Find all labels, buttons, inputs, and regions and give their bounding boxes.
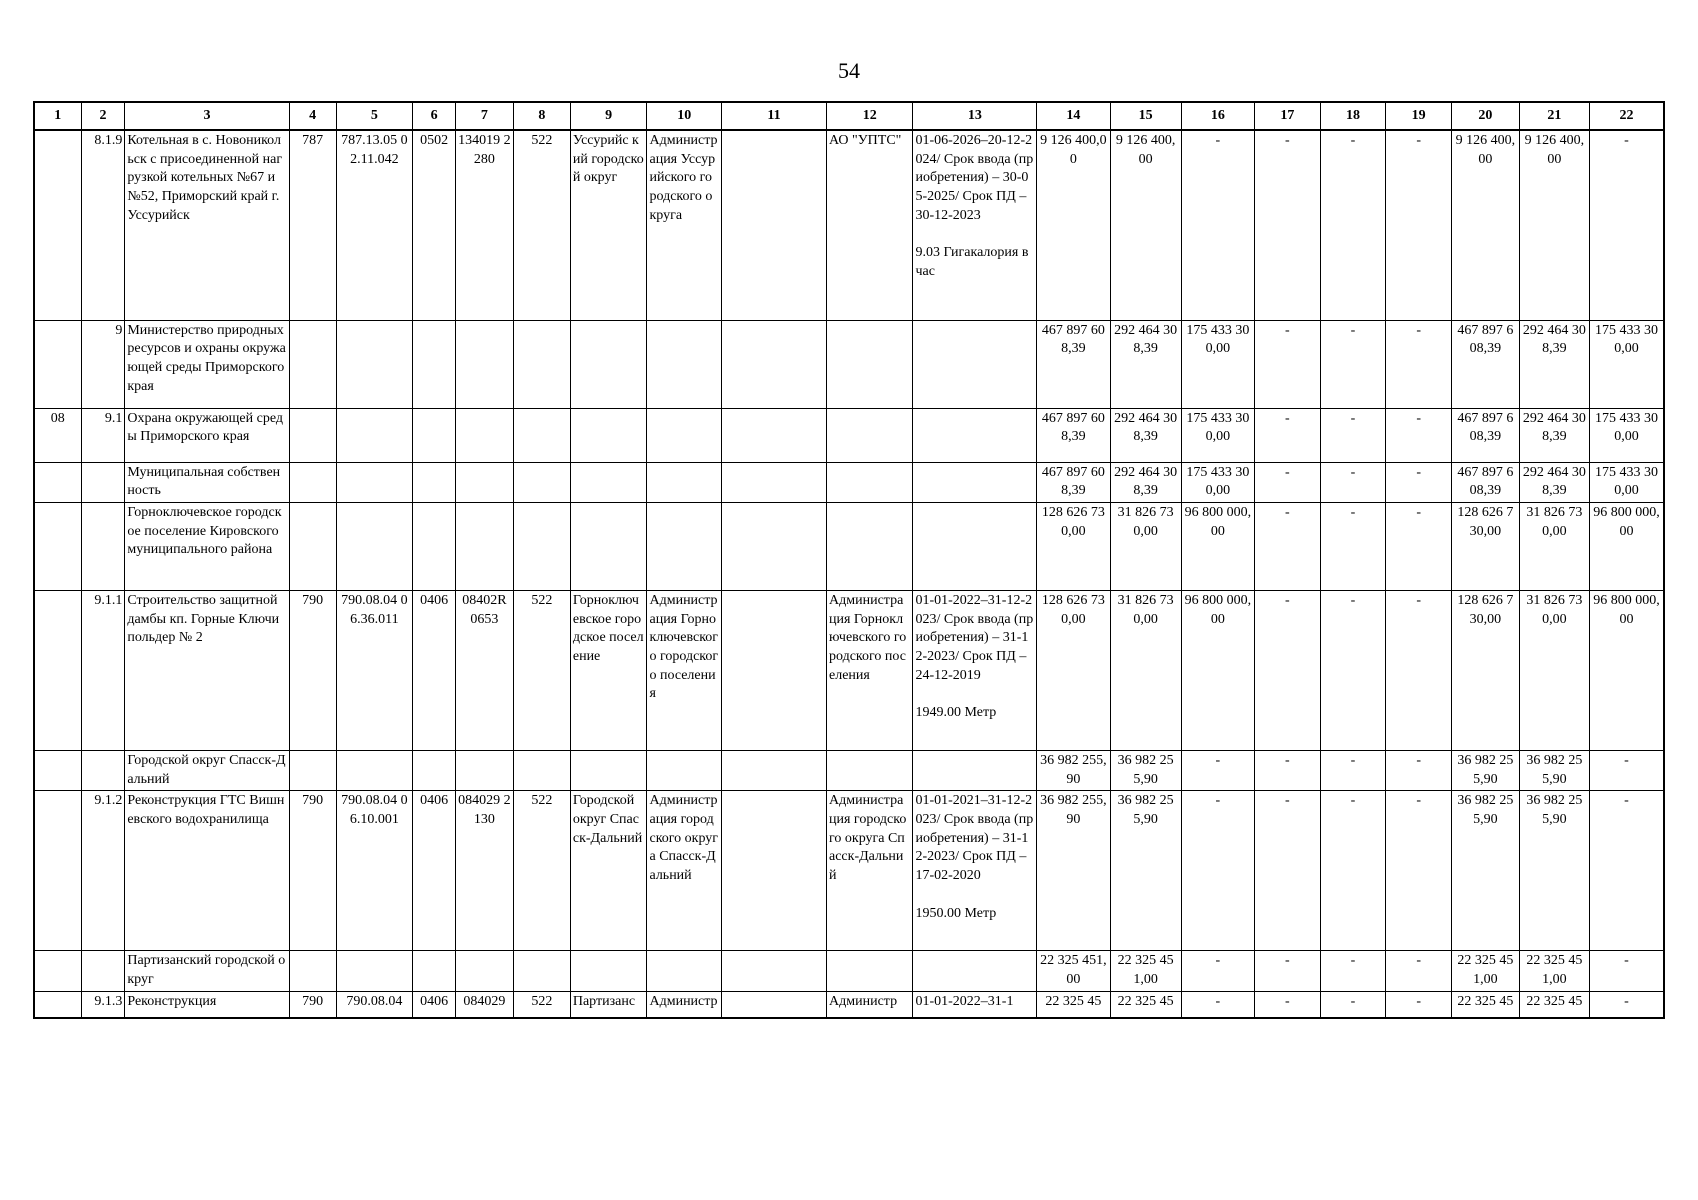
- table-cell: 134019 2280: [455, 130, 513, 320]
- table-cell: Партизанс: [570, 991, 647, 1018]
- table-cell: -: [1320, 502, 1386, 590]
- column-header: 19: [1386, 102, 1452, 130]
- table-cell: 31 826 730,00: [1519, 502, 1589, 590]
- table-cell: 292 464 308,39: [1519, 462, 1589, 502]
- table-cell: -: [1386, 462, 1452, 502]
- table-cell: 292 464 308,39: [1110, 462, 1181, 502]
- table-cell: -: [1254, 502, 1320, 590]
- column-header: 9: [570, 102, 647, 130]
- table-cell: [336, 408, 413, 462]
- table-row: [34, 408, 1664, 462]
- table-cell: -: [1320, 130, 1386, 320]
- table-cell: 9 126 400,00: [1110, 130, 1181, 320]
- column-header: 6: [413, 102, 456, 130]
- table-cell: 36 982 255,90: [1037, 791, 1110, 951]
- table-cell: [647, 408, 721, 462]
- table-cell: 175 433 300,00: [1181, 320, 1254, 408]
- table-cell: 96 800 000,00: [1181, 590, 1254, 750]
- table-cell: Администр: [827, 991, 913, 1018]
- table-cell: Администрация Горноключевского городского поселения: [647, 590, 721, 750]
- table-cell: [647, 462, 721, 502]
- table-cell: -: [1320, 951, 1386, 991]
- table-cell: 22 325 451,00: [1452, 951, 1520, 991]
- table-cell: [81, 462, 125, 502]
- table-cell: [913, 320, 1037, 408]
- table-cell: -: [1386, 590, 1452, 750]
- table-cell: 36 982 255,90: [1110, 791, 1181, 951]
- table-cell: [513, 750, 570, 790]
- table-cell: 9 126 400,00: [1519, 130, 1589, 320]
- table-cell: [34, 991, 81, 1018]
- table-cell: 22 325 451,00: [1110, 951, 1181, 991]
- column-header: 20: [1452, 102, 1520, 130]
- table-cell: -: [1386, 750, 1452, 790]
- table-cell: 36 982 255,90: [1037, 750, 1110, 790]
- table-cell: [413, 750, 456, 790]
- table-row: [34, 750, 1664, 790]
- table-cell: Городской округ Спасск-Дальний: [570, 791, 647, 951]
- table-cell: Горноключевское городское поселение: [570, 590, 647, 750]
- table-row: [34, 991, 1664, 1018]
- table-cell: 128 626 730,00: [1037, 502, 1110, 590]
- table-cell: 0406: [413, 791, 456, 951]
- table-cell: 9.1.3: [81, 991, 125, 1018]
- table-cell: 084029: [455, 991, 513, 1018]
- table-row: [34, 462, 1664, 502]
- table-cell: [913, 502, 1037, 590]
- table-cell: 467 897 608,39: [1037, 408, 1110, 462]
- column-header: 7: [455, 102, 513, 130]
- table-cell: 790: [289, 590, 336, 750]
- column-header: 3: [125, 102, 289, 130]
- table-cell: [34, 951, 81, 991]
- table-cell: Реконструкция: [125, 991, 289, 1018]
- table-cell: 22 325 45: [1110, 991, 1181, 1018]
- table-cell: -: [1254, 408, 1320, 462]
- table-cell: [827, 951, 913, 991]
- table-cell: [34, 320, 81, 408]
- table-cell: 96 800 000,00: [1181, 502, 1254, 590]
- table-cell: [721, 130, 826, 320]
- table-cell: 01-01-2021–31-12-2023/ Срок ввода (приобретения) – 31-12-2023/ Срок ПД – 17-02-2020 1950.00 Метр: [913, 791, 1037, 951]
- table-cell: [336, 502, 413, 590]
- table-cell: [513, 951, 570, 991]
- table-cell: 0406: [413, 590, 456, 750]
- table-cell: 522: [513, 991, 570, 1018]
- column-header: 2: [81, 102, 125, 130]
- table-cell: -: [1320, 590, 1386, 750]
- table-cell: [336, 750, 413, 790]
- table-cell: 36 982 255,90: [1519, 750, 1589, 790]
- table-cell: [455, 320, 513, 408]
- column-header: 8: [513, 102, 570, 130]
- table-cell: 467 897 608,39: [1452, 462, 1520, 502]
- table-cell: [455, 750, 513, 790]
- table-cell: -: [1254, 991, 1320, 1018]
- column-header: 22: [1589, 102, 1664, 130]
- table-cell: [647, 951, 721, 991]
- table-cell: [289, 951, 336, 991]
- table-cell: [721, 502, 826, 590]
- table-cell: Котельная в с. Новоникольск с присоединенной нагрузкой котельных №67 и №52, Приморский край г.Уссурийск: [125, 130, 289, 320]
- table-cell: [413, 502, 456, 590]
- table-cell: 9.1.2: [81, 791, 125, 951]
- table-cell: -: [1589, 951, 1664, 991]
- page-number: 54: [838, 58, 860, 83]
- table-cell: 175 433 300,00: [1589, 462, 1664, 502]
- table-cell: 22 325 45: [1519, 991, 1589, 1018]
- table-cell: [81, 951, 125, 991]
- table-cell: [289, 320, 336, 408]
- table-cell: [336, 320, 413, 408]
- table-cell: 22 325 45: [1452, 991, 1520, 1018]
- table-cell: [721, 791, 826, 951]
- table-cell: 22 325 451,00: [1519, 951, 1589, 991]
- table-cell: 9 126 400,00: [1037, 130, 1110, 320]
- column-header: 16: [1181, 102, 1254, 130]
- table-cell: 36 982 255,90: [1519, 791, 1589, 951]
- budget-table: [33, 101, 1665, 1019]
- table-cell: [721, 991, 826, 1018]
- table-cell: -: [1181, 991, 1254, 1018]
- table-cell: 8.1.9: [81, 130, 125, 320]
- table-cell: [513, 462, 570, 502]
- table-cell: Городской округ Спасск-Дальний: [125, 750, 289, 790]
- table-cell: -: [1181, 791, 1254, 951]
- table-cell: [455, 951, 513, 991]
- table-cell: Администрация Уссурийского городского округа: [647, 130, 721, 320]
- table-cell: -: [1254, 320, 1320, 408]
- table-cell: -: [1589, 991, 1664, 1018]
- table-cell: [336, 951, 413, 991]
- table-cell: [413, 320, 456, 408]
- table-cell: [913, 750, 1037, 790]
- table-cell: -: [1181, 951, 1254, 991]
- table-cell: [513, 320, 570, 408]
- table-cell: [827, 502, 913, 590]
- table-cell: -: [1320, 408, 1386, 462]
- table-cell: -: [1320, 791, 1386, 951]
- table-cell: [721, 750, 826, 790]
- table-cell: -: [1254, 590, 1320, 750]
- table-cell: 22 325 45: [1037, 991, 1110, 1018]
- column-header: 11: [721, 102, 826, 130]
- table-row: [34, 791, 1664, 951]
- table-cell: [721, 320, 826, 408]
- table-cell: 22 325 451,00: [1037, 951, 1110, 991]
- table-cell: [455, 502, 513, 590]
- table-cell: 787: [289, 130, 336, 320]
- table-cell: 31 826 730,00: [1110, 590, 1181, 750]
- table-cell: 128 626 730,00: [1452, 590, 1520, 750]
- table-cell: [570, 951, 647, 991]
- table-cell: Горноключевское городское поселение Кировского муниципального района: [125, 502, 289, 590]
- table-cell: [570, 750, 647, 790]
- column-header: 5: [336, 102, 413, 130]
- table-cell: -: [1386, 320, 1452, 408]
- table-cell: 522: [513, 791, 570, 951]
- column-header: 4: [289, 102, 336, 130]
- table-cell: 9.1.1: [81, 590, 125, 750]
- table-cell: 175 433 300,00: [1589, 320, 1664, 408]
- table-cell: [455, 462, 513, 502]
- table-cell: Муниципальная собственность: [125, 462, 289, 502]
- table-cell: -: [1320, 462, 1386, 502]
- column-header: 13: [913, 102, 1037, 130]
- table-cell: 0502: [413, 130, 456, 320]
- table-cell: 31 826 730,00: [1519, 590, 1589, 750]
- table-cell: [413, 951, 456, 991]
- table-cell: -: [1320, 750, 1386, 790]
- table-cell: [81, 750, 125, 790]
- table-cell: -: [1254, 462, 1320, 502]
- table-cell: [570, 462, 647, 502]
- table-cell: [34, 590, 81, 750]
- table-cell: 790: [289, 991, 336, 1018]
- table-cell: [34, 502, 81, 590]
- table-row: [34, 130, 1664, 320]
- table-cell: [289, 408, 336, 462]
- column-header: 14: [1037, 102, 1110, 130]
- table-cell: 175 433 300,00: [1589, 408, 1664, 462]
- table-cell: 522: [513, 590, 570, 750]
- table-cell: [647, 750, 721, 790]
- column-header: 21: [1519, 102, 1589, 130]
- table-cell: [513, 502, 570, 590]
- table-cell: -: [1320, 320, 1386, 408]
- table-cell: Администр: [647, 991, 721, 1018]
- table-cell: [34, 750, 81, 790]
- table-cell: 175 433 300,00: [1181, 408, 1254, 462]
- table-cell: [827, 408, 913, 462]
- table-cell: [827, 462, 913, 502]
- table-cell: Администрация городского округа Спасск-Дальний: [827, 791, 913, 951]
- table-cell: [721, 462, 826, 502]
- table-cell: 96 800 000,00: [1589, 590, 1664, 750]
- table-cell: 36 982 255,90: [1110, 750, 1181, 790]
- table-cell: 790.08.04: [336, 991, 413, 1018]
- table-cell: -: [1320, 991, 1386, 1018]
- table-cell: -: [1386, 791, 1452, 951]
- table-cell: [570, 502, 647, 590]
- table-cell: -: [1181, 130, 1254, 320]
- table-cell: -: [1589, 791, 1664, 951]
- table-cell: [81, 502, 125, 590]
- table-cell: [513, 408, 570, 462]
- table-cell: 522: [513, 130, 570, 320]
- table-cell: Строительство защитной дамбы кп. Горные Ключи польдер № 2: [125, 590, 289, 750]
- table-cell: -: [1386, 408, 1452, 462]
- table-cell: -: [1589, 130, 1664, 320]
- table-cell: [570, 320, 647, 408]
- table-cell: Охрана окружающей среды Приморского края: [125, 408, 289, 462]
- table-cell: -: [1386, 991, 1452, 1018]
- table-cell: -: [1254, 130, 1320, 320]
- table-cell: [289, 750, 336, 790]
- table-cell: Партизанский городской округ: [125, 951, 289, 991]
- table-cell: [413, 462, 456, 502]
- table-cell: 128 626 730,00: [1452, 502, 1520, 590]
- table-cell: [34, 130, 81, 320]
- table-cell: Реконструкция ГТС Вишневского водохранилища: [125, 791, 289, 951]
- table-cell: [647, 502, 721, 590]
- table-cell: 9: [81, 320, 125, 408]
- table-cell: 36 982 255,90: [1452, 791, 1520, 951]
- table-cell: 128 626 730,00: [1037, 590, 1110, 750]
- table-cell: 292 464 308,39: [1519, 320, 1589, 408]
- table-cell: 292 464 308,39: [1110, 408, 1181, 462]
- table-cell: [570, 408, 647, 462]
- table-cell: 31 826 730,00: [1110, 502, 1181, 590]
- table-cell: -: [1386, 502, 1452, 590]
- column-header: 12: [827, 102, 913, 130]
- table-cell: [34, 791, 81, 951]
- table-cell: -: [1254, 951, 1320, 991]
- table-cell: [721, 590, 826, 750]
- table-cell: 292 464 308,39: [1110, 320, 1181, 408]
- table-row: [34, 320, 1664, 408]
- column-header: 10: [647, 102, 721, 130]
- table-row: [34, 951, 1664, 991]
- table-cell: 0406: [413, 991, 456, 1018]
- table-cell: [913, 408, 1037, 462]
- table-cell: 9.1: [81, 408, 125, 462]
- table-cell: 790: [289, 791, 336, 951]
- table-cell: 467 897 608,39: [1452, 320, 1520, 408]
- table-cell: 292 464 308,39: [1519, 408, 1589, 462]
- table-cell: [34, 462, 81, 502]
- table-row: [34, 590, 1664, 750]
- table-cell: [647, 320, 721, 408]
- table-cell: АО "УПТС": [827, 130, 913, 320]
- table-cell: [721, 408, 826, 462]
- table-cell: [336, 462, 413, 502]
- table-cell: [913, 462, 1037, 502]
- column-header: 17: [1254, 102, 1320, 130]
- table-cell: 467 897 608,39: [1452, 408, 1520, 462]
- table-cell: Администрация городского округа Спасск-Дальний: [647, 791, 721, 951]
- table-cell: 790.08.04 06.10.001: [336, 791, 413, 951]
- table-cell: 01-06-2026–20-12-2024/ Срок ввода (приобретения) – 30-05-2025/ Срок ПД – 30-12-2023 9.03 Гигакалория в час: [913, 130, 1037, 320]
- table-cell: Министерство природных ресурсов и охраны окружающей среды Приморского края: [125, 320, 289, 408]
- table-cell: [289, 502, 336, 590]
- table-cell: 36 982 255,90: [1452, 750, 1520, 790]
- table-cell: [455, 408, 513, 462]
- table-cell: -: [1386, 951, 1452, 991]
- table-cell: 467 897 608,39: [1037, 320, 1110, 408]
- table-cell: [721, 951, 826, 991]
- table-cell: -: [1254, 791, 1320, 951]
- table-cell: [289, 462, 336, 502]
- table-cell: -: [1254, 750, 1320, 790]
- table-cell: [827, 320, 913, 408]
- table-cell: 787.13.05 02.11.042: [336, 130, 413, 320]
- table-cell: Уссурийс кий городской округ: [570, 130, 647, 320]
- table-cell: 01-01-2022–31-12-2023/ Срок ввода (приобретения) – 31-12-2023/ Срок ПД – 24-12-2019 1949.00 Метр: [913, 590, 1037, 750]
- column-header: 18: [1320, 102, 1386, 130]
- table-row: [34, 502, 1664, 590]
- table-cell: -: [1589, 750, 1664, 790]
- table-cell: 08: [34, 408, 81, 462]
- table-cell: 01-01-2022–31-1: [913, 991, 1037, 1018]
- table-cell: Администрация Горноключевского городского поселения: [827, 590, 913, 750]
- table-cell: [413, 408, 456, 462]
- table-cell: 96 800 000,00: [1589, 502, 1664, 590]
- table-header-row: [34, 102, 1664, 130]
- table-cell: 9 126 400,00: [1452, 130, 1520, 320]
- table-cell: [913, 951, 1037, 991]
- table-cell: -: [1386, 130, 1452, 320]
- column-header: 1: [34, 102, 81, 130]
- table-cell: 467 897 608,39: [1037, 462, 1110, 502]
- table-cell: [827, 750, 913, 790]
- column-header: 15: [1110, 102, 1181, 130]
- table-cell: 084029 2130: [455, 791, 513, 951]
- table-cell: -: [1181, 750, 1254, 790]
- table-cell: 175 433 300,00: [1181, 462, 1254, 502]
- table-cell: 08402R 0653: [455, 590, 513, 750]
- table-cell: 790.08.04 06.36.011: [336, 590, 413, 750]
